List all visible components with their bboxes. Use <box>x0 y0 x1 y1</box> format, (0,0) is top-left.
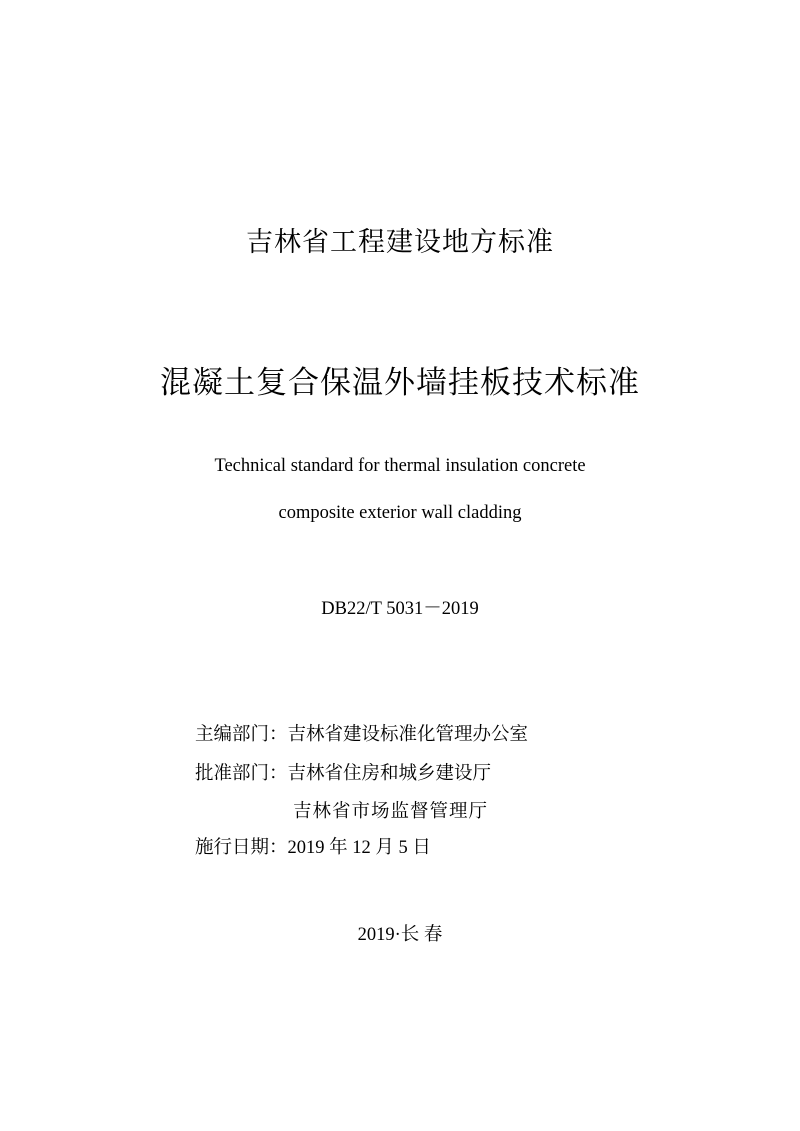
chief-editor-row <box>195 723 528 747</box>
standard-title-english-line-1: Technical standard for thermal insulation concrete <box>214 456 586 476</box>
publication-place-year: 2019·长 春 <box>357 925 443 945</box>
standard-title-english-line-2: composite exterior wall cladding <box>278 503 522 523</box>
chief-editor-value: 吉林省建设标准化管理办公室 <box>287 725 529 745</box>
approval-value-1: 吉林省住房和城乡建设厅 <box>287 764 492 784</box>
series-title: 吉林省工程建设地方标准 <box>246 227 554 258</box>
standard-title-chinese: 混凝土复合保温外墙挂板技术标准 <box>160 365 640 401</box>
effective-date-value: 2019 年 12 月 5 日 <box>287 838 431 858</box>
chief-editor-label: 主编部门： <box>195 725 288 745</box>
approval-label: 批准部门： <box>195 764 288 784</box>
approval-row <box>195 762 491 786</box>
effective-date-row <box>195 836 431 860</box>
effective-date-label: 施行日期： <box>195 838 288 858</box>
standard-code: DB22/T 5031－2019 <box>321 599 479 619</box>
approval-value-2: 吉林省市场监督管理厅 <box>293 802 489 822</box>
